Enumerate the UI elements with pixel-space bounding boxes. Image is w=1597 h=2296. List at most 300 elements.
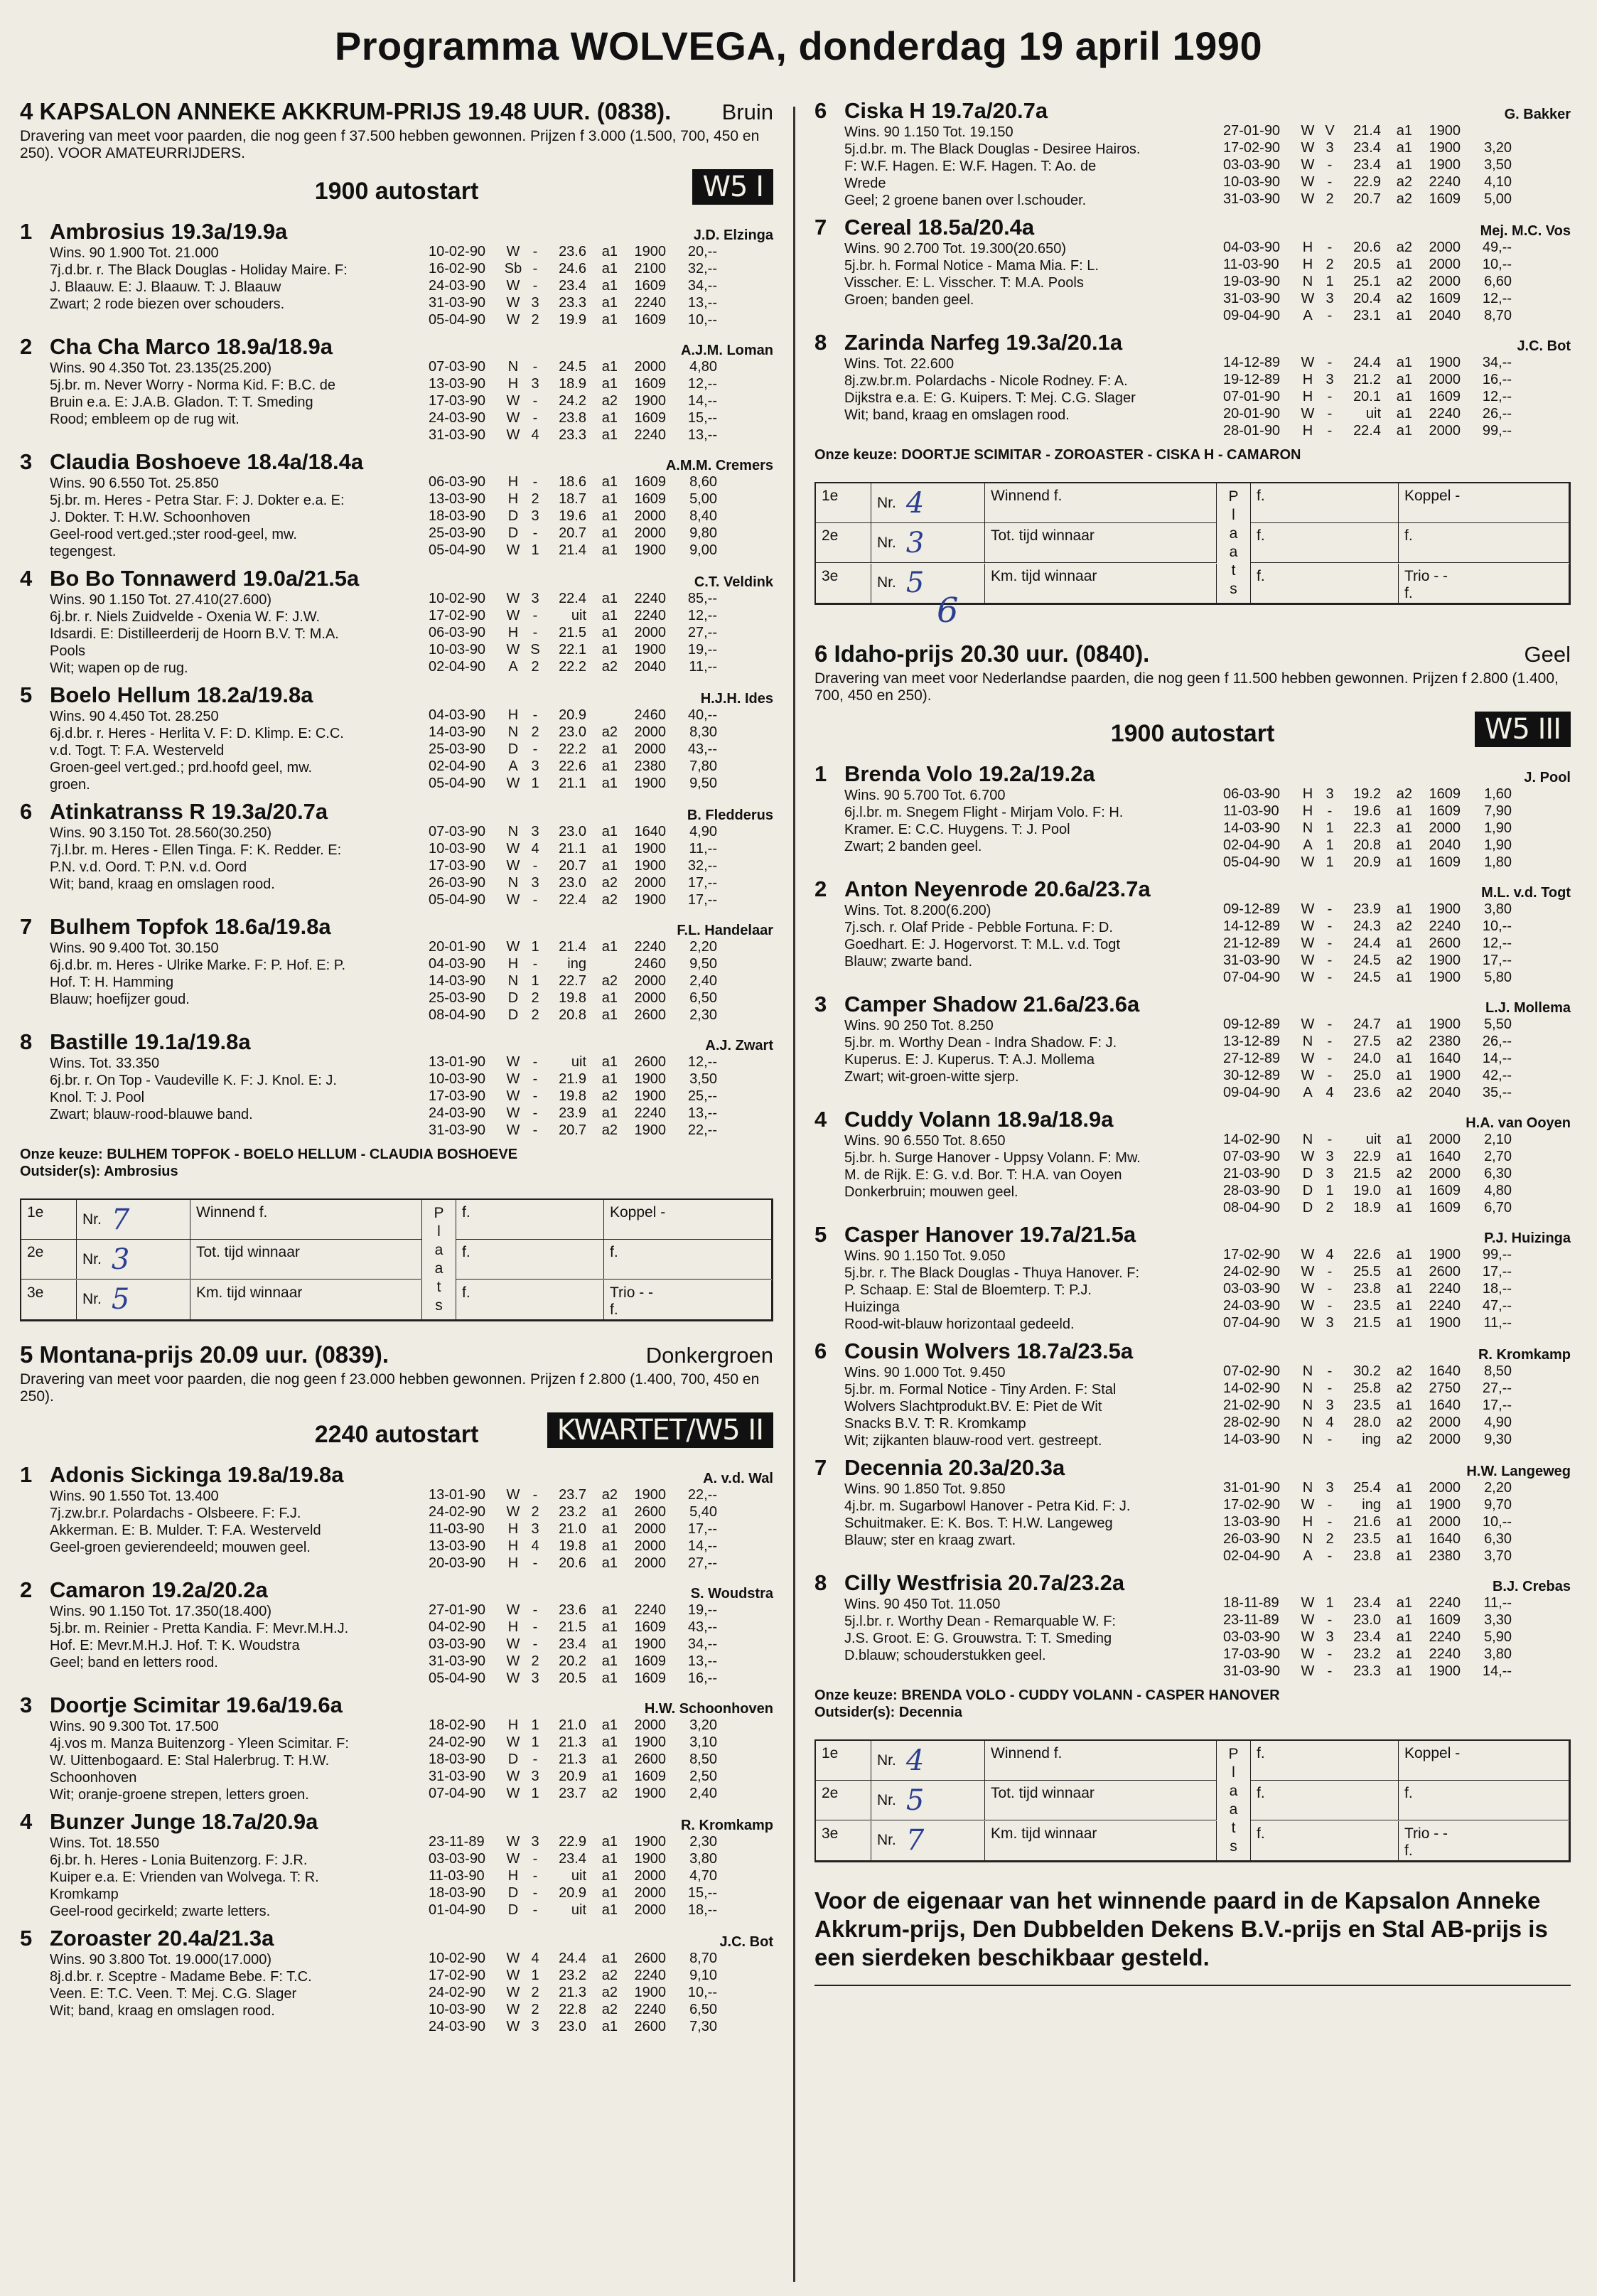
result-date: 07-03-90 (429, 824, 486, 839)
form-number-field[interactable] (871, 523, 985, 563)
result-track: W (506, 410, 520, 426)
result-payout: 5,40 (689, 1504, 717, 1520)
result-place: 3 (531, 758, 539, 774)
result-time: 23.0 (559, 724, 586, 740)
result-payout: 27,-- (687, 1555, 717, 1571)
form-nr-label: Nr. (877, 494, 896, 511)
horse-entry (814, 1339, 1571, 1449)
result-distance: 2240 (634, 608, 666, 623)
result-start: a1 (601, 1555, 618, 1571)
result-row (429, 490, 773, 508)
result-row (1223, 901, 1571, 918)
result-track: W (506, 1602, 520, 1618)
result-start: a1 (601, 1902, 618, 1918)
result-time: 24.3 (1353, 918, 1381, 934)
result-row (1223, 1148, 1571, 1165)
form-number-field[interactable] (871, 1781, 985, 1820)
result-payout: 19,-- (687, 1602, 717, 1618)
result-track: W (1301, 918, 1315, 934)
result-date: 04-03-90 (429, 707, 486, 723)
horse-name: Ambrosius 19.3a/19.9a (50, 219, 288, 244)
form-extra-field[interactable] (1399, 523, 1569, 563)
result-start: a1 (601, 642, 618, 658)
result-date: 10-03-90 (429, 2002, 486, 2017)
result-place: 1 (531, 1734, 539, 1750)
result-track: D (507, 1007, 519, 1023)
result-time: uit (571, 1868, 586, 1884)
form-amount-field[interactable]: f. (1251, 1741, 1399, 1781)
result-track: W (506, 295, 520, 311)
horse-info: Wins. Tot. 18.550 6j.br. h. Heres - Lonia Buitenzorg. F: J.R. Kuiper e.a. E: Vrienden van Wolvega. T: R. Kromkamp Geel-rood gecirkeld; zwarte letters. (50, 1835, 319, 1919)
result-time: 19.8 (559, 1088, 586, 1104)
start-row (20, 166, 773, 213)
result-place: 1 (531, 776, 539, 791)
result-date: 18-03-90 (429, 508, 486, 524)
result-track: W (506, 312, 520, 328)
form-extra-field[interactable] (604, 1280, 772, 1320)
form-row-label: Tot. tijd winnaar (190, 1240, 422, 1280)
form-amount-field[interactable]: f. (1251, 564, 1399, 603)
result-payout: 16,-- (687, 1670, 717, 1686)
result-track: W (1301, 174, 1315, 190)
result-time: 18.6 (559, 474, 586, 490)
form-amount-field[interactable]: f. (1251, 523, 1399, 563)
result-row (429, 1901, 773, 1919)
form-number-field[interactable] (77, 1200, 190, 1240)
result-place: - (532, 1122, 538, 1138)
result-time: 24.5 (1353, 970, 1381, 985)
result-row (429, 1555, 773, 1572)
result-time: 21.0 (559, 1717, 586, 1733)
form-number-field[interactable] (871, 1821, 985, 1861)
result-row (429, 358, 773, 375)
result-distance: 2000 (634, 741, 666, 757)
result-place: - (1327, 389, 1333, 404)
result-payout: 99,-- (1482, 423, 1512, 439)
result-start: a1 (601, 1717, 618, 1733)
result-row (429, 607, 773, 624)
result-payout: 8,40 (689, 508, 717, 524)
result-place: - (532, 1868, 538, 1884)
form-extra-field[interactable] (1399, 483, 1569, 523)
result-date: 27-01-90 (429, 1602, 486, 1618)
form-number-field[interactable] (77, 1280, 190, 1320)
form-number-field[interactable] (871, 564, 985, 603)
result-time: 23.9 (1353, 901, 1381, 917)
result-start: a1 (1396, 355, 1412, 370)
result-row (429, 857, 773, 874)
result-start: a2 (1396, 1166, 1412, 1181)
result-time: 23.6 (1353, 1085, 1381, 1100)
result-start: a1 (1396, 1629, 1412, 1645)
horse-results (1223, 885, 1571, 986)
result-date: 14-02-90 (1223, 1380, 1281, 1396)
result-distance: 2240 (634, 295, 666, 311)
our-choice (20, 1146, 773, 1163)
result-time: 25.1 (1353, 274, 1381, 289)
left-column (20, 92, 773, 2035)
result-payout: 16,-- (1482, 372, 1512, 387)
result-start: a2 (1396, 1380, 1412, 1396)
result-place: - (1327, 1380, 1333, 1396)
result-payout: 85,-- (687, 591, 717, 606)
result-row (1223, 1263, 1571, 1280)
trainer-name: A. v.d. Wal (703, 1471, 773, 1486)
form-extra-field[interactable] (1399, 1781, 1569, 1820)
result-start: a1 (601, 427, 618, 443)
result-time: 23.5 (1353, 1531, 1381, 1547)
result-place: - (532, 1902, 538, 1918)
result-time: 20.2 (559, 1653, 586, 1669)
result-start: a2 (1396, 174, 1412, 190)
result-distance: 1900 (634, 642, 666, 658)
bet-form (814, 482, 1571, 605)
horse-results (429, 458, 773, 560)
trainer-name: J. Pool (1524, 770, 1571, 785)
result-distance: 2600 (634, 1504, 666, 1520)
trainer-name: M.L. v.d. Togt (1481, 885, 1571, 901)
result-start: a1 (601, 278, 618, 294)
result-row (1223, 191, 1571, 208)
result-track: W (506, 1670, 520, 1686)
form-extra-field[interactable] (1399, 1821, 1569, 1861)
result-date: 26-03-90 (429, 875, 486, 891)
result-row (429, 1967, 773, 1984)
result-start: a1 (601, 2019, 618, 2034)
result-start: a1 (601, 312, 618, 328)
result-date: 05-04-90 (1223, 854, 1281, 870)
result-track: W (1301, 1016, 1315, 1032)
result-start: a1 (601, 295, 618, 311)
horse-number: 6 (814, 98, 827, 123)
result-distance: 1640 (1429, 1531, 1461, 1547)
race-header (814, 640, 1571, 667)
horse-info: Wins. 90 9.400 Tot. 30.150 6j.d.br. m. Heres - Ulrike Marke. F: P. Hof. E: P. Hof. T: H. Hamming Blauw; hoefijzer goud. (50, 940, 346, 1007)
plaats-letter: l (437, 1223, 441, 1240)
result-payout: 49,-- (1482, 240, 1512, 255)
horse-info: Wins. 90 1.850 Tot. 9.850 4j.br. m. Sugarbowl Hanover - Petra Kid. F: J. Schuitmaker. E: K. Bos. T: H.W. Langeweg Blauw; ster en kraag zwart. (844, 1481, 1131, 1548)
result-row (429, 955, 773, 972)
form-extra-label: Trio (610, 1284, 635, 1301)
result-row (1223, 1611, 1571, 1629)
result-payout: 3,80 (1484, 1646, 1512, 1662)
result-payout: 43,-- (687, 741, 717, 757)
result-start: a2 (1396, 274, 1412, 289)
horse-entry (20, 682, 773, 793)
result-payout: 17,-- (687, 892, 717, 908)
result-row (429, 1751, 773, 1768)
result-track: W (506, 642, 520, 658)
result-place: - (532, 474, 538, 490)
form-nr-label: Nr. (82, 1250, 102, 1267)
horse-info: Wins. 90 5.700 Tot. 6.700 6j.l.br. m. Snegem Flight - Mirjam Volo. F: H. Kramer. E: C.C. Huygens. T: J. Pool Zwart; 2 banden geel. (844, 788, 1124, 854)
horse-name: Anton Neyenrode 20.6a/23.7a (844, 876, 1151, 901)
horse-entry (20, 219, 773, 328)
result-start: a1 (1396, 935, 1412, 951)
form-amount-field[interactable]: f. (456, 1280, 604, 1320)
result-track: W (506, 244, 520, 259)
result-distance: 2000 (634, 1538, 666, 1554)
result-distance: 2600 (1429, 1264, 1461, 1280)
result-place: - (532, 1487, 538, 1503)
result-distance: 1609 (634, 410, 666, 426)
result-date: 20-03-90 (429, 1555, 486, 1571)
result-track: N (1302, 274, 1313, 289)
result-date: 31-03-90 (1223, 953, 1281, 968)
horse-entry (814, 330, 1571, 439)
result-start: a2 (601, 1487, 618, 1503)
result-track: D (507, 990, 519, 1006)
form-extra-field[interactable] (604, 1240, 772, 1280)
form-extra-label: Koppel (1404, 488, 1451, 504)
form-position: 2e (21, 1240, 77, 1280)
form-amount-field[interactable]: f. (1251, 483, 1399, 523)
result-payout: 6,70 (1484, 1200, 1512, 1216)
result-distance: 1900 (1429, 157, 1461, 173)
result-start: a1 (1396, 157, 1412, 173)
result-date: 17-03-90 (1223, 1646, 1281, 1662)
form-nr-label: Nr. (877, 1751, 896, 1769)
result-track: N (507, 824, 519, 839)
result-date: 10-02-90 (429, 591, 486, 606)
result-payout: 15,-- (687, 1885, 717, 1901)
result-distance: 1900 (634, 1487, 666, 1503)
result-start: a2 (1396, 918, 1412, 934)
result-time: 18.7 (559, 491, 586, 507)
result-start: a1 (1396, 423, 1412, 439)
horse-name: Cha Cha Marco 18.9a/18.9a (50, 334, 333, 359)
result-place: - (1327, 157, 1333, 173)
result-row (429, 1486, 773, 1503)
result-start: a1 (1396, 1646, 1412, 1662)
result-time: 20.5 (559, 1670, 586, 1686)
result-distance: 2040 (1429, 1085, 1461, 1100)
result-row (1223, 256, 1571, 273)
result-distance: 2000 (634, 973, 666, 989)
result-distance: 1640 (634, 824, 666, 839)
result-time: 22.9 (1353, 174, 1381, 190)
result-time: ing (567, 956, 586, 972)
result-start: a1 (601, 508, 618, 524)
result-distance: 1640 (1429, 1363, 1461, 1379)
result-place: 3 (531, 1834, 539, 1850)
result-place: - (1327, 1298, 1333, 1314)
form-extra-label: f. (1404, 1785, 1413, 1802)
result-distance: 1609 (1429, 291, 1461, 306)
result-track: W (506, 892, 520, 908)
result-date: 28-02-90 (1223, 1415, 1281, 1430)
result-row (1223, 1547, 1571, 1565)
result-row (1223, 1431, 1571, 1448)
result-start: a1 (601, 1619, 618, 1635)
horse-info: Wins. 90 450 Tot. 11.050 5j.l.br. r. Worthy Dean - Remarquable W. F: J.S. Groot. E: G. Grouwstra. T: T. Smeding D.blauw; schouderstukken geel. (844, 1597, 1116, 1663)
horse-name: Brenda Volo 19.2a/19.2a (844, 761, 1095, 786)
result-place: - (532, 625, 538, 640)
horse-info: Wins. Tot. 33.350 6j.br. r. On Top - Vaudeville K. F: J. Knol. E: J. Knol. T: J. Pool Zwart; blauw-rood-blauwe band. (50, 1056, 337, 1122)
result-place: 3 (1326, 1315, 1334, 1331)
result-start: a2 (601, 1786, 618, 1801)
result-payout: 13,-- (687, 1653, 717, 1669)
result-payout: 8,60 (689, 474, 717, 490)
result-time: 25.0 (1353, 1068, 1381, 1083)
horse-entry (20, 1693, 773, 1803)
result-time: 23.6 (559, 1602, 586, 1618)
result-payout: 9,10 (689, 1968, 717, 1983)
result-start: a2 (1396, 291, 1412, 306)
result-payout: 22,-- (687, 1122, 717, 1138)
form-row-label: Winnend f. (985, 1741, 1217, 1781)
result-time: 21.9 (559, 1071, 586, 1087)
result-track: W (506, 1636, 520, 1652)
result-date: 05-04-90 (429, 776, 486, 791)
result-payout: 2,30 (689, 1007, 717, 1023)
result-distance: 1609 (1429, 1183, 1461, 1198)
result-row (1223, 1397, 1571, 1414)
result-distance: 1609 (634, 278, 666, 294)
form-number-field[interactable] (871, 483, 985, 523)
horse-info: Wins. 90 250 Tot. 8.250 5j.br. m. Worthy Dean - Indra Shadow. F: J. Kuperus. E: J. Kuperus. T: A.J. Mollema Zwart; wit-groen-witte sjerp. (844, 1018, 1117, 1085)
result-time: 22.9 (559, 1834, 586, 1850)
result-track: W (1301, 123, 1315, 139)
result-start: a1 (601, 758, 618, 774)
result-payout: 4,90 (689, 824, 717, 839)
result-time: 22.6 (559, 758, 586, 774)
result-place: 2 (531, 491, 539, 507)
result-track: A (1303, 837, 1313, 853)
result-row (1223, 156, 1571, 173)
result-distance: 1900 (634, 1734, 666, 1750)
form-extra-field[interactable] (604, 1200, 772, 1240)
result-track: N (507, 724, 519, 740)
result-payout: 2,40 (689, 1786, 717, 1801)
result-track: A (508, 659, 518, 675)
result-track: W (1301, 970, 1315, 985)
result-time: 23.0 (1353, 1612, 1381, 1628)
result-row (429, 707, 773, 724)
result-track: H (1302, 786, 1313, 802)
result-date: 10-03-90 (429, 1071, 486, 1087)
form-extra-field[interactable] (1399, 1741, 1569, 1781)
result-time: 20.9 (1353, 854, 1381, 870)
result-start: a2 (601, 892, 618, 908)
result-place: 2 (1326, 1531, 1334, 1547)
horse-results (1223, 223, 1571, 324)
horse-info: Wins. 90 4.350 Tot. 23.135(25.200) 5j.br. m. Never Worry - Norma Kid. F: B.C. de Bruin e.a. E: J.A.B. Gladon. T: T. Smeding Rood; embleem op de rug wit. (50, 360, 335, 427)
result-place: - (1327, 935, 1333, 951)
result-row (1223, 1246, 1571, 1263)
result-track: W (506, 2019, 520, 2034)
trainer-name: R. Kromkamp (1478, 1347, 1571, 1363)
horse-number: 4 (20, 566, 33, 591)
result-time: 24.4 (1353, 935, 1381, 951)
result-place: - (532, 1555, 538, 1571)
result-place: - (532, 278, 538, 294)
result-date: 06-03-90 (1223, 786, 1281, 802)
result-track: W (506, 1504, 520, 1520)
form-amount-field[interactable]: f. (1251, 1781, 1399, 1820)
result-track: W (1301, 355, 1315, 370)
form-amount-field[interactable]: f. (456, 1240, 604, 1280)
result-distance: 2380 (1429, 1548, 1461, 1564)
result-track: N (1302, 1380, 1313, 1396)
result-start: a1 (1396, 1398, 1412, 1413)
horse-info: Wins. 90 3.800 Tot. 19.000(17.000) 8j.d.br. r. Sceptre - Madame Bebe. F: T.C. Veen. E: T.C. Veen. T: Mej. C.G. Slager Wit; band, kraag en omslagen rood. (50, 1952, 312, 2019)
result-payout: 4,80 (1484, 1183, 1512, 1198)
result-time: 23.4 (1353, 157, 1381, 173)
result-row (429, 375, 773, 392)
form-number-field[interactable] (871, 1741, 985, 1781)
result-row (429, 1105, 773, 1122)
result-track: H (1302, 803, 1313, 819)
result-payout: 3,80 (689, 1851, 717, 1867)
form-amount-field[interactable]: f. (456, 1200, 604, 1240)
result-time: uit (1365, 406, 1381, 422)
form-nr-label: Nr. (877, 574, 896, 591)
result-start: a1 (601, 625, 618, 640)
form-amount-field[interactable]: f. (1251, 1821, 1399, 1861)
result-distance: 1609 (1429, 389, 1461, 404)
plaats-letter: l (1232, 507, 1235, 523)
result-start: a1 (601, 1538, 618, 1554)
result-track: H (1302, 257, 1313, 272)
result-distance: 1900 (1429, 970, 1461, 985)
result-date: 13-12-89 (1223, 1034, 1281, 1049)
result-date: 03-03-90 (429, 1636, 486, 1652)
result-time: uit (1365, 1132, 1381, 1147)
horse-number: 3 (20, 449, 33, 474)
form-number-field[interactable] (77, 1240, 190, 1280)
result-track: D (507, 1885, 519, 1901)
form-position: 1e (21, 1200, 77, 1240)
horse-results (1223, 1347, 1571, 1449)
race-title: 4 KAPSALON ANNEKE AKKRUM-PRIJS 19.48 UUR. (0838). (20, 98, 672, 124)
result-date: 31-03-90 (1223, 191, 1281, 207)
result-start: a1 (1396, 308, 1412, 323)
horse-number: 4 (20, 1809, 33, 1834)
form-extra-field[interactable] (1399, 564, 1569, 603)
result-distance: 2000 (634, 875, 666, 891)
result-date: 09-04-90 (1223, 308, 1281, 323)
result-track: W (506, 776, 520, 791)
result-distance: 2000 (634, 625, 666, 640)
result-time: 23.5 (1353, 1398, 1381, 1413)
result-row (429, 938, 773, 955)
form-row-label: Winnend f. (190, 1200, 422, 1240)
result-row (1223, 820, 1571, 837)
result-time: 20.8 (559, 1007, 586, 1023)
horse-results (429, 1701, 773, 1803)
plaats-letter: a (1229, 525, 1238, 542)
result-place: - (532, 1851, 538, 1867)
trainer-name: A.J.M. Loman (680, 343, 773, 358)
horse-name: Cereal 18.5a/20.4a (844, 215, 1035, 240)
result-row (1223, 952, 1571, 969)
result-payout: 17,-- (1482, 1264, 1512, 1280)
result-place: 3 (531, 295, 539, 311)
result-payout: 4,10 (1484, 174, 1512, 190)
result-place: - (532, 1619, 538, 1635)
result-time: 30.2 (1353, 1363, 1381, 1379)
result-distance: 1900 (634, 542, 666, 558)
result-track: D (1302, 1200, 1313, 1216)
plaats-label (422, 1200, 456, 1320)
result-distance: 1900 (1429, 1497, 1461, 1513)
bet-type-badge: W5 III (1475, 712, 1571, 747)
result-distance: 1900 (1429, 1663, 1461, 1679)
result-place: 3 (1326, 786, 1334, 802)
result-row (1223, 1050, 1571, 1067)
result-start: a1 (601, 1007, 618, 1023)
